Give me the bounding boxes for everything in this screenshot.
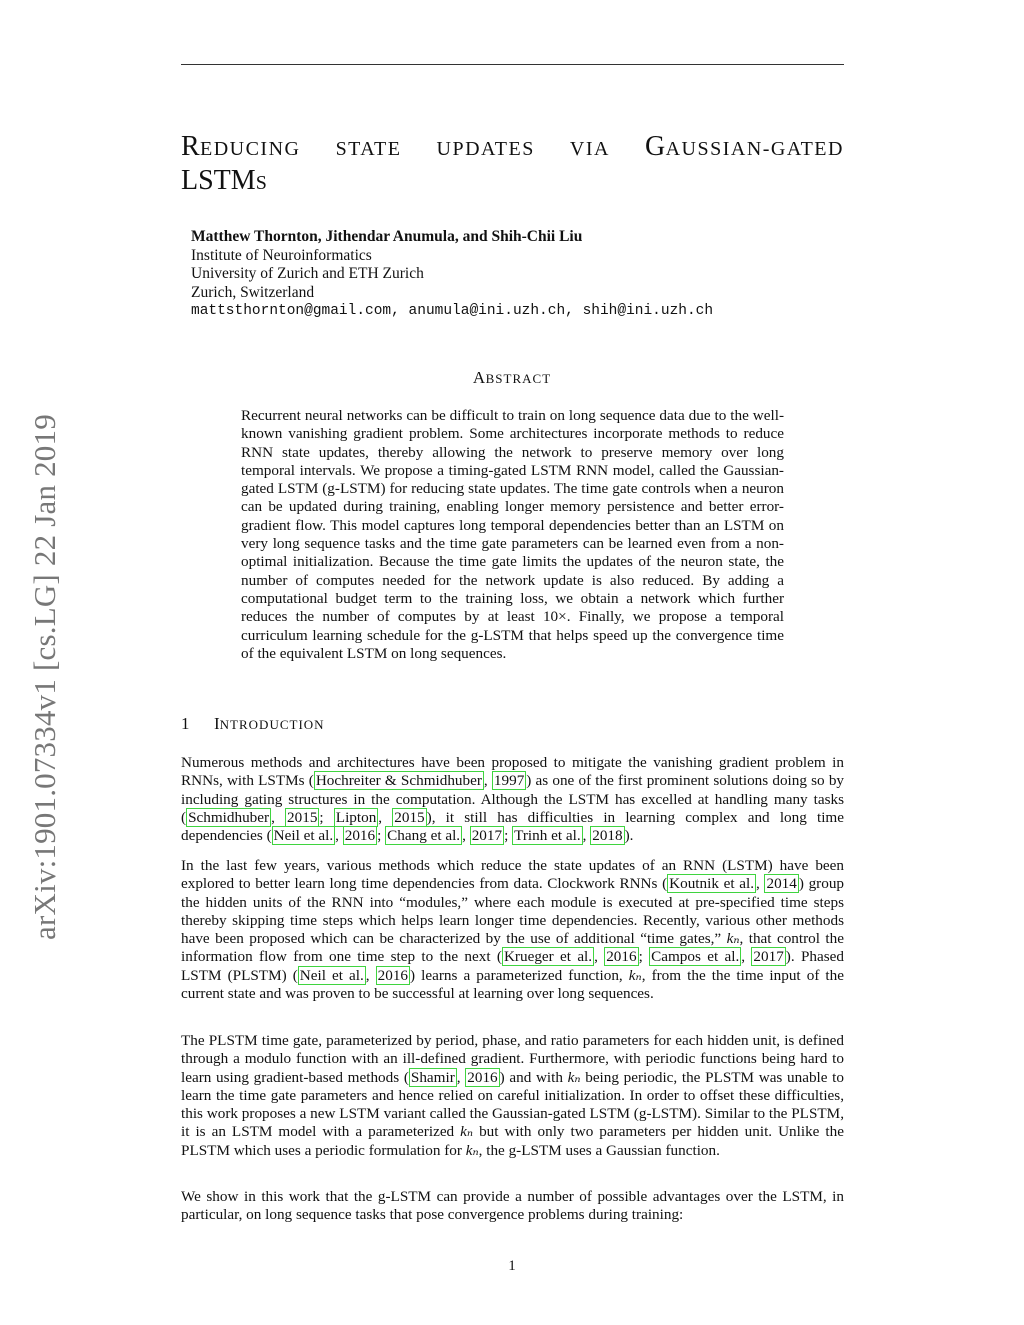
citation-link[interactable]: 2015: [394, 808, 425, 826]
citation-link[interactable]: 2014: [766, 875, 797, 893]
paragraph: The PLSTM time gate, parameterized by period, phase, and ratio parameters for each hidden unit, is defined through a modulo function with an ill-defined gradient. Furthermore, with periodic functions being hard to learn using gradient-based methods ( Shamir , 2016 ) and with kₙ being periodic, the PLSTM was unable to learn the time gate parameters and hence relied on careful initialization. In order to offset these difficulties, this work proposes a new LSTM variant called the Gaussian-gated LSTM (g-LSTM). Similar to the PLSTM, it is an LSTM model with a parameterized kₙ but with only two parameters per hidden unit. Unlike the PLSTM which uses a periodic formulation for kₙ, the g-LSTM uses a Gaussian function.: [181, 1032, 844, 1159]
arxiv-identifier: arXiv:1901.07334v1 [cs.LG] 22 Jan 2019: [27, 414, 62, 940]
author-names: Matthew Thornton, Jithendar Anumula, and Shih-Chii Liu: [191, 228, 583, 245]
abstract-heading: ABSTRACT: [472, 368, 552, 387]
section-heading: 1 INTRODUCTION: [181, 714, 325, 733]
affiliation-line: University of Zurich and ETH Zurich: [191, 265, 424, 282]
citation-link[interactable]: 2015: [287, 808, 318, 826]
title-word: STATE: [335, 138, 402, 160]
citation-link[interactable]: 2016: [377, 966, 408, 984]
paragraph: Numerous methods and architectures have been proposed to mitigate the vanishing gradient problem in RNNs, with LSTMs ( Hochreiter & Schmidhuber , 1997 ) as one of the first prominent solutions doing so by including gating structures in the computation. Although the LSTM has excelled at handling many tasks ( Schmidhuber , 2015 ; Lipton , 2015 ), it still has difficulties in learning complex and long time dependencies ( Neil et al. , 2016 ; Chang et al. , 2017 ; Trinh et al. , 2018 ).: [181, 754, 845, 845]
citation-link[interactable]: Schmidhuber: [188, 808, 270, 826]
citation-link[interactable]: 2016: [344, 827, 376, 845]
paper-title-line2: LSTMS: [181, 165, 267, 196]
affiliation-line: Zurich, Switzerland: [191, 283, 315, 301]
math-kn: kₙ: [726, 930, 740, 948]
citation-link[interactable]: Koutnik et al.: [669, 875, 754, 893]
citation-link[interactable]: Neil et al.: [299, 966, 364, 984]
citation-link[interactable]: 2016: [467, 1068, 498, 1086]
header-rule: [181, 64, 844, 65]
author-emails: mattsthornton@gmail.com, anumula@ini.uzh.ch, shih@ini.uzh.ch: [191, 303, 714, 319]
title-word: UPDATES: [436, 138, 535, 160]
math-kn: kₙ: [465, 1141, 479, 1159]
citation-link[interactable]: 2017: [753, 948, 784, 966]
citation-link[interactable]: Chang et al.: [387, 827, 461, 845]
citation-link[interactable]: Neil et al.: [273, 827, 334, 845]
citation-link[interactable]: Krueger et al.: [503, 948, 593, 966]
section-number: 1: [181, 714, 190, 733]
page-number: 1: [508, 1258, 516, 1274]
affiliation-line: Institute of Neuroinformatics: [191, 246, 372, 264]
math-kn: kₙ: [628, 966, 642, 984]
paragraph: In the last few years, various methods which reduce the state updates of an RNN (LSTM) have been explored to better learn long time dependencies from data. Clockwork RNNs ( Koutnik et al. , 2014 ) group the hidden units of the RNN into “modules,” where each module is executed at pre-specified time steps thereby skipping time steps which helps learn longer time dependencies. Recently, various other methods have been proposed which can be characterized by the use of additional “time gates,” kₙ, that control the information flow from one time step to the next ( Krueger et al. , 2016 ; Campos et al. , 2017 ). Phased LSTM (PLSTM) ( Neil et al. , 2016 ) learns a parameterized function, kₙ, from the the time input of the current state and was proven to be successful at learning over long sequences.: [181, 857, 845, 1003]
title-word: VIA: [569, 138, 610, 160]
citation-link[interactable]: Hochreiter & Schmidhuber: [315, 772, 482, 790]
citation-link[interactable]: 2017: [471, 827, 503, 845]
math-kn: kₙ: [567, 1068, 581, 1086]
citation-link[interactable]: 2018: [592, 827, 623, 845]
math-factor: 10×: [542, 608, 567, 626]
citation-link[interactable]: 2016: [606, 948, 637, 966]
title-word: GAUSSIAN-GATED: [645, 131, 844, 162]
math-kn: kₙ: [460, 1123, 474, 1141]
citation-link[interactable]: 1997: [493, 772, 525, 790]
citation-link[interactable]: Trinh et al.: [514, 827, 581, 845]
citation-link[interactable]: Campos et al.: [651, 948, 740, 966]
citation-link[interactable]: Shamir: [410, 1068, 455, 1086]
author-block: [191, 228, 713, 321]
paragraph: We show in this work that the g-LSTM can provide a number of possible advantages over the LSTM, in particular, on long sequence tasks that pose convergence problems during training:: [181, 1188, 844, 1224]
paper-title: [181, 130, 844, 166]
title-word: REDUCING: [181, 131, 301, 162]
abstract-text: Recurrent neural networks can be difficult to train on long sequence data due to the well-known vanishing gradient problem. Some architectures incorporate methods to reduce RNN state updates, thereby allowing the network to preserve memory over long temporal intervals. We propose a timing-gated LSTM RNN model, called the Gaussian-gated LSTM (g-LSTM) for reducing state updates. The time gate controls when a neuron can be updated during training, enabling longer memory persistence and better error-gradient flow. This model captures long temporal dependencies better than an LSTM on very long sequence tasks and the time gate parameters can be learned even from a non-optimal initialization. Because the time gate limits the updates of the neuron state, the number of computes needed for the network update is also reduced. By adding a computational budget term to the training loss, we obtain a network which further reduces the number of computes by at least 10×. Finally, we propose a temporal curriculum learning schedule for the g-LSTM that helps speed up the convergence time of the equivalent LSTM on long sequences.: [241, 407, 784, 662]
citation-link[interactable]: Lipton: [335, 808, 377, 826]
